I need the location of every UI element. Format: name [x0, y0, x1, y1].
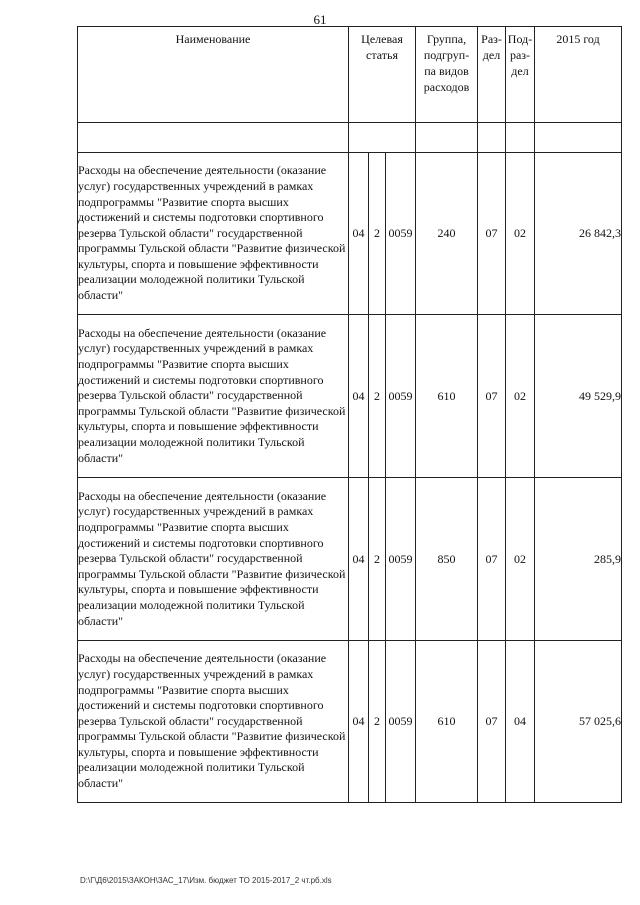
header-year: 2015 год	[535, 27, 622, 123]
row-section: 07	[478, 478, 506, 641]
row-article-subprogram: 2	[369, 478, 386, 641]
row-amount: 285,9	[535, 478, 622, 641]
row-subsection: 02	[506, 478, 535, 641]
table-header-row	[78, 27, 622, 123]
row-article-program: 04	[349, 315, 369, 478]
row-article-program: 04	[349, 478, 369, 641]
row-section: 07	[478, 315, 506, 478]
row-section: 07	[478, 641, 506, 803]
row-name: Расходы на обеспечение деятельности (оказание услуг) государственных учреждений в рамках подпрограммы "Развитие спорта высших достижений и системы подготовки спортивного резерва Тульской области" государственной программы Тульской области "Развитие физической культуры, спорта и повышение эффективности реализации молодежной политики Тульской области"	[78, 315, 349, 478]
header-name: Наименование	[78, 27, 349, 123]
row-subsection: 04	[506, 641, 535, 803]
row-article-subprogram: 2	[369, 153, 386, 315]
table-row	[78, 641, 622, 803]
row-subsection: 02	[506, 315, 535, 478]
header-group: Группа, подгруп- па видов расходов	[416, 27, 478, 123]
row-group: 850	[416, 478, 478, 641]
row-article-code: 0059	[386, 478, 416, 641]
row-article-code: 0059	[386, 641, 416, 803]
header-section: Раз- дел	[478, 27, 506, 123]
row-amount: 57 025,6	[535, 641, 622, 803]
budget-table	[77, 26, 622, 803]
row-article-code: 0059	[386, 315, 416, 478]
header-spacer-row	[78, 123, 622, 153]
row-article-program: 04	[349, 641, 369, 803]
row-name: Расходы на обеспечение деятельности (оказание услуг) государственных учреждений в рамках подпрограммы "Развитие спорта высших достижений и системы подготовки спортивного резерва Тульской области" государственной программы Тульской области "Развитие физической культуры, спорта и повышение эффективности реализации молодежной политики Тульской области"	[78, 153, 349, 315]
row-article-subprogram: 2	[369, 641, 386, 803]
row-article-subprogram: 2	[369, 315, 386, 478]
row-group: 240	[416, 153, 478, 315]
row-name: Расходы на обеспечение деятельности (оказание услуг) государственных учреждений в рамках подпрограммы "Развитие спорта высших достижений и системы подготовки спортивного резерва Тульской области" государственной программы Тульской области "Развитие физической культуры, спорта и повышение эффективности реализации молодежной политики Тульской области"	[78, 641, 349, 803]
row-article-code: 0059	[386, 153, 416, 315]
row-name: Расходы на обеспечение деятельности (оказание услуг) государственных учреждений в рамках подпрограммы "Развитие спорта высших достижений и системы подготовки спортивного резерва Тульской области" государственной программы Тульской области "Развитие физической культуры, спорта и повышение эффективности реализации молодежной политики Тульской области"	[78, 478, 349, 641]
table-row	[78, 478, 622, 641]
row-article-program: 04	[349, 153, 369, 315]
row-group: 610	[416, 315, 478, 478]
table-row	[78, 153, 622, 315]
page-number: 61	[313, 12, 327, 27]
row-subsection: 02	[506, 153, 535, 315]
row-amount: 26 842,3	[535, 153, 622, 315]
row-group: 610	[416, 641, 478, 803]
row-amount: 49 529,9	[535, 315, 622, 478]
header-target-article: Целевая статья	[349, 27, 416, 123]
header-subsection: Под- раз- дел	[506, 27, 535, 123]
table-row	[78, 315, 622, 478]
row-section: 07	[478, 153, 506, 315]
file-path-footer: D:\Г\Д6\2015\ЗАКОН\ЗАС_17\Изм. бюджет ТО 2015-2017_2 чт.рб.xls	[80, 876, 332, 885]
